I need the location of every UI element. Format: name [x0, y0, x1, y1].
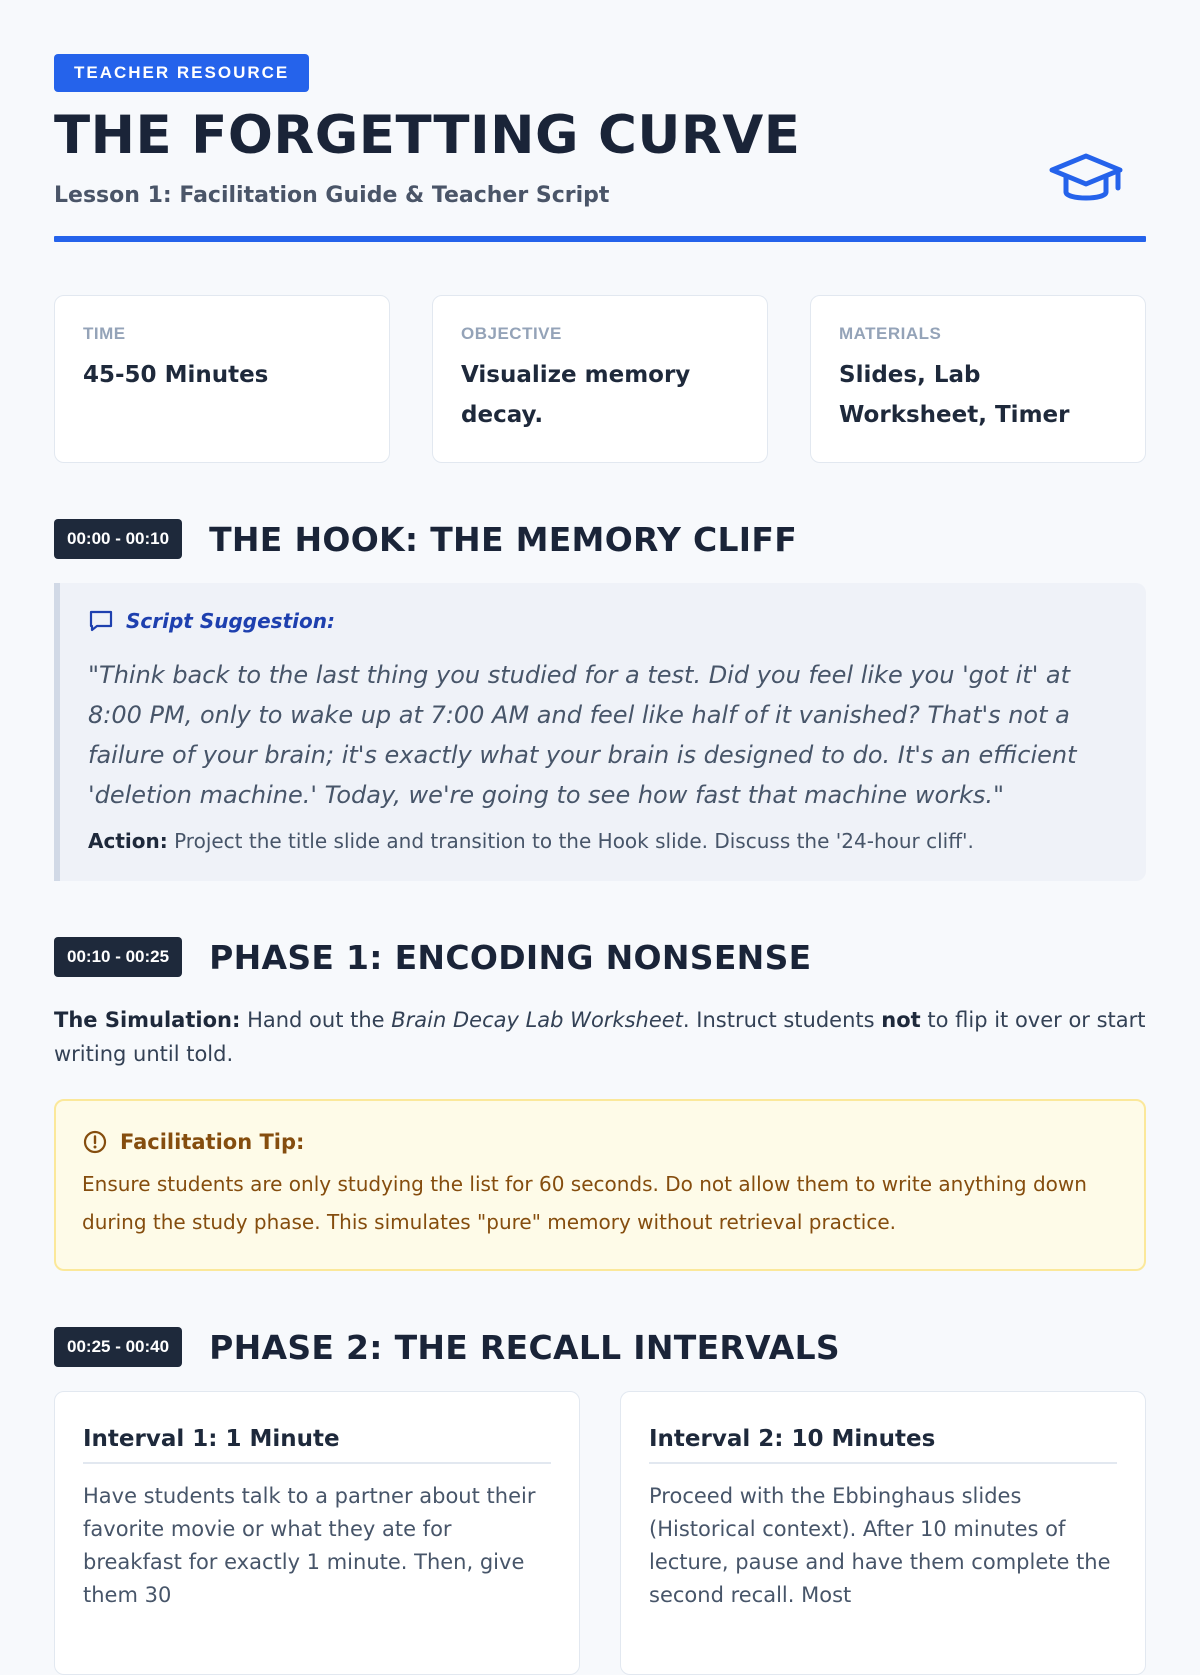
script-label	[88, 609, 1118, 633]
time-range-badge: 00:10 - 00:25	[54, 937, 182, 977]
info-value: Visualize memory decay.	[461, 362, 691, 428]
script-quote: "Think back to the last thing you studied for a test. Did you feel like you 'got it' at 8:00 PM, only to wake up at 7:00 AM and feel like half of it vanished? That's not a failure of your brain; it's exactly what your brain is designed to do. It's an efficient 'deletion machine.' Today, we're going to see how fast that machine works."	[88, 661, 1077, 809]
interval-body: Have students talk to a partner about their favorite movie or what they ate for breakfast for exactly 1 minute. Then, give them 30	[83, 1484, 536, 1607]
speech-bubble-icon	[88, 609, 114, 633]
action-text: Project the title slide and transition to the Hook slide. Discuss the '24-hour cliff'.	[174, 829, 974, 853]
script-label-text: Script Suggestion:	[126, 609, 335, 633]
info-value: 45-50 Minutes	[83, 362, 269, 388]
graduation-cap-icon	[1048, 150, 1124, 210]
tip-body: Ensure students are only studying the list for 60 seconds. Do not allow them to write anything down during the study phase. This simulates "pure" memory without retrieval practice.	[82, 1172, 1087, 1234]
simulation-text: to flip it over or start writing until told.	[54, 1008, 1146, 1066]
teacher-resource-badge: TEACHER RESOURCE	[54, 54, 309, 92]
page-title: THE FORGETTING CURVE	[54, 105, 801, 166]
header-divider	[54, 236, 1146, 242]
tip-label-text: Facilitation Tip:	[120, 1130, 305, 1154]
time-range-badge: 00:00 - 00:10	[54, 519, 182, 559]
worksheet-name: Brain Decay Lab Worksheet	[391, 1008, 683, 1032]
page-subtitle: Lesson 1: Facilitation Guide & Teacher Script	[54, 183, 610, 208]
info-card-materials	[810, 295, 1146, 463]
header	[54, 54, 1146, 242]
facilitation-tip-box	[54, 1099, 1146, 1271]
info-card-time	[54, 295, 390, 463]
simulation-text: Hand out the	[247, 1008, 385, 1032]
simulation-label: The Simulation:	[54, 1008, 241, 1032]
interval-title: Interval 2: 10 Minutes	[649, 1426, 1117, 1464]
section-hook-header	[54, 519, 1146, 559]
interval-card-1	[54, 1391, 580, 1675]
section-phase1-header	[54, 937, 1146, 977]
simulation-text: . Instruct students	[682, 1008, 875, 1032]
section-title: THE HOOK: THE MEMORY CLIFF	[209, 519, 798, 559]
simulation-paragraph	[54, 1003, 1146, 1071]
interval-body: Proceed with the Ebbinghaus slides (Historical context). After 10 minutes of lecture, pause and have them complete the second recall. Most	[649, 1484, 1111, 1607]
lesson-info-cards	[54, 295, 1146, 463]
info-value: Slides, Lab Worksheet, Timer	[839, 362, 1070, 428]
info-label: OBJECTIVE	[461, 324, 562, 343]
interval-card-2	[620, 1391, 1146, 1675]
action-label: Action:	[88, 829, 168, 853]
tip-label	[82, 1129, 1118, 1155]
time-range-badge: 00:25 - 00:40	[54, 1327, 182, 1367]
section-phase2-header	[54, 1327, 1146, 1367]
interval-title: Interval 1: 1 Minute	[83, 1426, 551, 1464]
section-title: PHASE 2: THE RECALL INTERVALS	[209, 1327, 840, 1367]
section-title: PHASE 1: ENCODING NONSENSE	[209, 937, 812, 977]
action-line	[88, 829, 1118, 853]
alert-circle-icon	[82, 1129, 108, 1155]
emphasis-not: not	[881, 1008, 921, 1032]
info-label: MATERIALS	[839, 324, 942, 343]
info-card-objective	[432, 295, 768, 463]
script-suggestion-block	[54, 583, 1146, 881]
interval-cards	[54, 1391, 1146, 1675]
info-label: TIME	[83, 324, 126, 343]
